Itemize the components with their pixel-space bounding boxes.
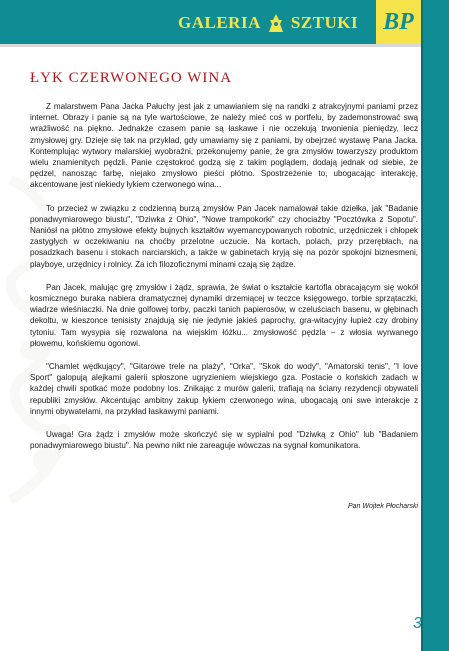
right-margin-band <box>421 0 449 651</box>
right-band-edge <box>421 0 423 651</box>
paragraph: Z malarstwem Pana Jacka Pałuchy jest jak z umawianiem się na randki z atrakcyjnymi paniami przez internet. Obrazy i panie są na tyle wartościowe, że należy mieć coś w portfelu, by zademonstrować swą wrażliwość na piękno. Jednakże czasem panie są łaskawe i nie oczekują trwonienia pieniędzy, lecz zmysłowej gry. Dzieje się tak na przykład, gdy umawiamy się z paniami, by obejrzeć wystawę Pana Jacka. Kontemplując wytwory malarskiej wyobraźni, przekonujemy panie, że gra zmysłów towarzyszy produktom wielu znamienitych pędzli. Panie częstokroć godzą się z takim poglądem, dodają jednak od siebie, że pędzel, nanosząc farbę, niejako zmysłowo pieści płótno. Spostrzeżenie to, ubogacając interakcję, akcentowane jest niekiedy łykiem czerwonego wina... <box>30 102 418 190</box>
page-number: 3 <box>413 615 422 632</box>
bp-logo-badge <box>376 0 421 44</box>
paragraph: To przecież w związku z codzienną burzą zmysłów Pan Jacek namalował takie dziełka, jak "Badanie ponadwymiarowego biustu", "Dziwka z Ohio", "Nowe trampokorki" czy chociażby "Pocztówka z Sopotu". Naniósł na płótno zmysłowe efekty bujnych kształtów wyemancypowanych robotnic, urzędniczek i chłopek zastygłych w oczekiwaniu na choćby przelotne uczucie. Na kortach, polach, przy przerębłach, na posadzkach basenu i stokach narciarskich, a także w gabinetach kryją się na pozór spokojni biznesmeni, playboye, urzędnicy i rolnicy. Za ich filozoficznymi minami czają się żądze. <box>30 203 418 269</box>
title-word-right: SZTUKI <box>290 13 359 32</box>
author-signature: Pan Wojtek Płocharski <box>347 503 418 510</box>
rook-icon <box>267 13 285 33</box>
bp-logo-text: BP <box>383 8 414 35</box>
title-word-left: GALERIA <box>178 13 261 32</box>
article-body <box>30 101 418 463</box>
gallery-title <box>178 12 358 34</box>
paragraph: Pan Jacek, malując grę zmysłów i żądz, sprawia, że świat o kształcie kartofla obracającym się wokół kosmicznego buraka nabiera dramatycznej dynamiki drzemiącej w teczce księgowego, torbie sprzątaczki, wiadrze wieśniaczki. Na dnie golfowej torby, paczki tanich papierosów, w czeluściach basenu, w głębinach dekoltu, w kieszonce tenisisty znajdują się nie jedynie jakieś paprochy, gra-witacyjny łupież czy drobiny tytoniu. Tam wysypia się rozwalona na wiejskim łóżku... zmysłowość pędzla – z włosia wyrwanego płowemu, końskiemu ogonowi. <box>30 282 418 348</box>
paragraph: Uwaga! Gra żądz i zmysłów może skończyć się w sypialni pod "Dziwką z Ohio" lub "Badaniem ponadwymiarowego biustu". Na pewno nikt nie zareaguje wówczas na sygnał komunikatora. <box>30 430 418 451</box>
article-title: ŁYK CZERWONEGO WINA <box>30 70 233 86</box>
header-divider <box>0 44 421 47</box>
paragraph: "Chamlet wędkujący", "Gitarowe trele na plaży", "Orka", "Skok do wody", "Amatorski tenis", "I love Sport" galopują alejkami galerii spłoszone ugryzieniem wiejskiego gza. Postacie o końskich zadach w każdej chwili spotkać może podobny los. Znikając z murów galerii, trafiają na ściany rezydencji obywateli republiki zmysłów. Akcentując ambitny zakup łykiem czerwonego wina, ubogacają oni swe interakcje z innymi obywatelami, na przykład łaskawymi paniami. <box>30 362 418 416</box>
